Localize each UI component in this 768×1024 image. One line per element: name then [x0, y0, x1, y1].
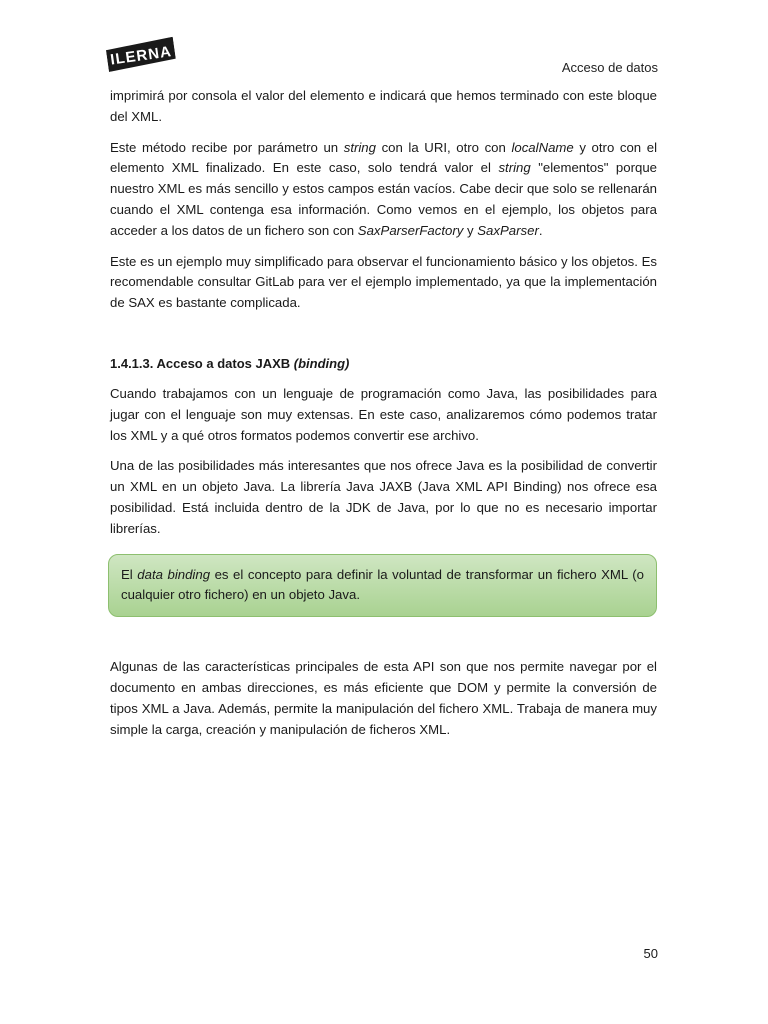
page-number: 50	[643, 946, 658, 961]
p2-term-string-2: string	[498, 160, 531, 176]
paragraph-1: imprimirá por consola el valor del elemento e indicará que hemos terminado con este bloque del XML.	[110, 88, 657, 124]
page-content	[110, 86, 657, 750]
section-heading	[110, 354, 657, 374]
p2-text-a: Este método recibe por parámetro un	[110, 139, 344, 155]
p2-term-string: string	[343, 139, 376, 155]
callout-text-a: El	[121, 566, 138, 582]
ilerna-logo	[105, 37, 176, 72]
paragraph-4: Cuando trabajamos con un lenguaje de programación como Java, las posibilidades para jugar con el lenguaje son muy extensas. En este caso, analizaremos cómo podemos tratar los XML y a qué otros formatos podemos convertir ese archivo.	[110, 385, 657, 443]
ilerna-logo-shape	[105, 37, 176, 72]
paragraph-2	[110, 138, 657, 242]
callout-text-c: es el concepto para definir la voluntad de transformar un fichero XML (o cualquier otro fichero) en un objeto Java.	[121, 566, 644, 603]
callout-term: data binding	[137, 566, 211, 582]
paragraph-5: Una de las posibilidades más interesantes que nos ofrece Java es la posibilidad de convertir un XML en un objeto Java. La librería Java JAXB (Java XML API Binding) nos ofrece esa posibilidad. Está incluida dentro de la JDK de Java, por lo que no es necesario importar librerías.	[110, 458, 657, 536]
paragraph-6: Algunas de las características principales de esta API son que nos permite navegar por el documento en ambas direcciones, es más eficiente que DOM y permite la conversión de tipos XML a Java. Además, permite la manipulación del fichero XML. Trabaja de manera muy simple la carga, creación y manipulación de ficheros XML.	[110, 659, 657, 737]
logo-text: ILERNA	[109, 43, 173, 69]
section-heading-main: 1.4.1.3. Acceso a datos JAXB	[110, 355, 294, 371]
p2-text-e: y otro con el elemento XML finalizado. En este caso, solo tendrá valor el	[110, 139, 658, 176]
section-heading-italic: (binding)	[293, 355, 350, 371]
p2-term-localname: localName	[511, 139, 574, 155]
p2-text-g: "elementos" porque nuestro XML es más sencillo y estos campos están vacíos. Cabe decir que solo se rellenarán cuando el XML contenga esa información. Como vemos en el ejemplo, los objetos para acceder a los datos de un fichero son con	[110, 160, 657, 238]
p2-text-i: y	[463, 222, 478, 238]
p2-text-c: con la URI, otro con	[375, 139, 512, 155]
p2-term-saxparserfactory: SaxParserFactory	[357, 222, 464, 238]
p2-term-saxparser: SaxParser	[477, 222, 539, 238]
p2-text-k: .	[538, 222, 543, 238]
header-title: Acceso de datos	[561, 60, 658, 75]
paragraph-3: Este es un ejemplo muy simplificado para observar el funcionamiento básico y los objetos. Es recomendable consultar GitLab para ver el ejemplo implementado, ya que la implementación de SAX es bastante complicada.	[110, 253, 657, 311]
callout-box	[108, 554, 657, 618]
